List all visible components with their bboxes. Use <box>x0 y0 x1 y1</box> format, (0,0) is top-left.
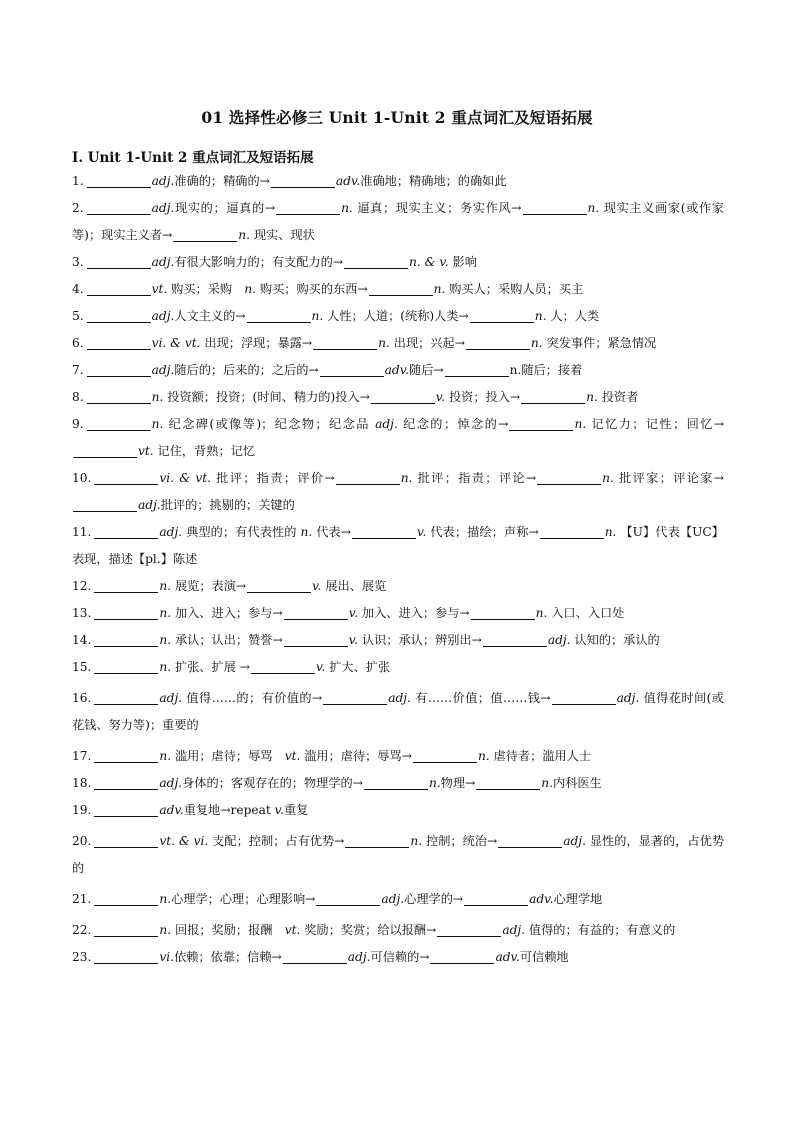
vocab-item <box>72 917 724 944</box>
answer-blank[interactable] <box>87 200 151 215</box>
answer-blank[interactable] <box>94 891 158 906</box>
part-of-speech: v. <box>417 525 427 539</box>
answer-blank[interactable] <box>284 605 348 620</box>
answer-blank[interactable] <box>476 775 540 790</box>
part-of-speech: n. <box>587 201 600 215</box>
definition-text: 有……价值；值……钱→ <box>410 691 551 705</box>
part-of-speech: adv. <box>159 803 184 817</box>
answer-blank[interactable] <box>364 775 428 790</box>
part-of-speech: adv. <box>495 950 520 964</box>
definition-text: 虐待者；滥用人士 <box>489 749 592 763</box>
answer-blank[interactable] <box>94 632 158 647</box>
definition-text: 随后→ <box>409 363 444 377</box>
definition-text: 现实的；逼真的→ <box>174 201 276 215</box>
part-of-speech: adv. <box>335 174 361 188</box>
part-of-speech: n. <box>151 417 164 431</box>
answer-blank[interactable] <box>498 833 562 848</box>
part-of-speech: adj. <box>502 923 526 937</box>
answer-blank[interactable] <box>537 470 601 485</box>
definition-text: 随后的；后来的；之后的→ <box>174 363 319 377</box>
answer-blank[interactable] <box>247 578 311 593</box>
vocab-item <box>72 330 724 357</box>
definition-text: 投资；投入→ <box>445 390 521 404</box>
part-of-speech: v. <box>312 579 322 593</box>
answer-blank[interactable] <box>271 173 335 188</box>
part-of-speech: n. <box>159 579 172 593</box>
vocab-item <box>72 249 724 276</box>
part-of-speech: n. <box>410 834 423 848</box>
vocab-item <box>72 384 724 411</box>
part-of-speech: adv. <box>384 363 410 377</box>
answer-blank[interactable] <box>87 416 151 431</box>
answer-blank[interactable] <box>94 748 158 763</box>
definition-text: 可信赖的→ <box>370 950 430 964</box>
answer-blank[interactable] <box>483 632 547 647</box>
definition-text: 值得花时间(或花钱、努力等)；重要的 <box>72 691 724 732</box>
part-of-speech: n. <box>428 776 441 790</box>
definition-text: 值得的；有益的；有意义的 <box>525 923 676 937</box>
definition-text: 现实、现状 <box>250 228 315 242</box>
definition-text: 扩大、扩张 <box>325 660 391 674</box>
item-number: 12. <box>72 579 92 593</box>
definition-text: 突发事件；紧急情况 <box>542 336 657 350</box>
answer-blank[interactable] <box>94 470 158 485</box>
definition-text: 有很大影响力的；有支配力的→ <box>174 255 344 269</box>
definition-text: 逼真；现实主义；务实作风→ <box>352 201 522 215</box>
definition-text: 值得……的；有价值的→ <box>182 691 323 705</box>
definition-text: 展出、展览 <box>321 579 387 593</box>
definition-text: 人；人类 <box>546 309 600 323</box>
item-number: 14. <box>72 633 92 647</box>
part-of-speech: adj. <box>151 309 175 323</box>
answer-blank[interactable] <box>283 949 347 964</box>
part-of-speech: v. <box>316 660 326 674</box>
definition-text: 回报；奖励；报酬 <box>171 923 285 937</box>
definition-text: 加入、进入；参与→ <box>171 606 283 620</box>
vocab-item <box>72 797 724 824</box>
definition-text: 批评家；评论家→ <box>613 471 724 485</box>
part-of-speech: adj. <box>151 255 175 269</box>
item-number: 9. <box>72 417 84 431</box>
answer-blank[interactable] <box>173 227 237 242</box>
answer-blank[interactable] <box>540 524 604 539</box>
answer-blank[interactable] <box>509 416 573 431</box>
definition-text: 承认；认出；赞誉→ <box>171 633 283 647</box>
answer-blank[interactable] <box>87 389 151 404</box>
definition-text: 批评的；挑剔的；关键的 <box>160 498 295 512</box>
answer-blank[interactable] <box>430 949 494 964</box>
definition-text: 入口、入口处 <box>547 606 625 620</box>
definition-text: 重复 <box>283 803 309 817</box>
definition-text: 投资额；投资；(时间、精力的)投入→ <box>163 390 370 404</box>
definition-text: 奖励；奖赏；给以报酬→ <box>300 923 437 937</box>
vocab-item <box>72 654 724 681</box>
answer-blank[interactable] <box>87 281 151 296</box>
definition-text: 出现；浮现；暴露→ <box>200 336 313 350</box>
part-of-speech: n. <box>159 892 172 906</box>
part-of-speech: vi. <box>159 950 175 964</box>
answer-blank[interactable] <box>523 200 587 215</box>
part-of-speech: vt. <box>284 749 301 763</box>
part-of-speech: n. <box>574 417 587 431</box>
part-of-speech: n. <box>159 633 172 647</box>
vocab-item <box>72 303 724 330</box>
item-number: 2. <box>72 201 84 215</box>
answer-blank[interactable] <box>94 578 158 593</box>
part-of-speech: n. <box>151 390 164 404</box>
part-of-speech: vt. & vi. <box>159 834 209 848</box>
vocab-item <box>72 828 724 882</box>
definition-text: 现实主义画家(或作家等)；现实主义者→ <box>72 201 724 242</box>
answer-blank[interactable] <box>471 605 535 620</box>
definition-text: 批评；指责；评论→ <box>412 471 537 485</box>
definition-text: 典型的；有代表性的 <box>182 525 301 539</box>
definition-text: 扩张、扩展 → <box>171 660 251 674</box>
item-number: 19. <box>72 803 92 817</box>
answer-blank[interactable] <box>94 775 158 790</box>
answer-blank[interactable] <box>345 833 409 848</box>
answer-blank[interactable] <box>466 335 530 350</box>
answer-blank[interactable] <box>94 659 158 674</box>
part-of-speech: vi. & vt. <box>151 336 201 350</box>
item-number: 18. <box>72 776 92 790</box>
definition-text: 心理学的→ <box>404 892 464 906</box>
definition-text: 购买人；采购人员；买主 <box>445 282 584 296</box>
answer-blank[interactable] <box>323 690 387 705</box>
item-number: 8. <box>72 390 84 404</box>
definition-text: 纪念的；悼念的→ <box>397 417 509 431</box>
item-number: 20. <box>72 834 92 848</box>
part-of-speech: n. <box>477 749 490 763</box>
part-of-speech: adj. <box>616 691 640 705</box>
part-of-speech: n. <box>433 282 446 296</box>
vocab-item <box>72 276 724 303</box>
answer-blank[interactable] <box>313 335 377 350</box>
part-of-speech: n. <box>311 309 324 323</box>
definition-text: 展览；表演→ <box>171 579 247 593</box>
vocab-item <box>72 357 724 384</box>
definition-text: 物理→ <box>440 776 476 790</box>
answer-blank[interactable] <box>413 748 477 763</box>
part-of-speech: v. <box>435 390 446 404</box>
item-number: 15. <box>72 660 92 674</box>
definition-text: 认知的；承认的 <box>570 633 660 647</box>
answer-blank[interactable] <box>464 891 528 906</box>
item-number: 5. <box>72 309 84 323</box>
answer-blank[interactable] <box>94 833 158 848</box>
definition-text: 加入、进入；参与→ <box>358 606 470 620</box>
definition-text: 投资者 <box>597 390 639 404</box>
part-of-speech: vt. <box>138 444 154 458</box>
part-of-speech: n. <box>586 390 598 404</box>
definition-text: 滥用；虐待；辱骂→ <box>300 749 412 763</box>
part-of-speech: n. <box>341 201 353 215</box>
item-number: 10. <box>72 471 92 485</box>
answer-blank[interactable] <box>470 308 534 323</box>
part-of-speech: adj. <box>547 633 571 647</box>
answer-blank[interactable] <box>316 891 380 906</box>
answer-blank[interactable] <box>94 802 158 817</box>
answer-blank[interactable] <box>284 632 348 647</box>
answer-blank[interactable] <box>94 922 158 937</box>
vocab-item <box>72 465 724 519</box>
vocab-item <box>72 600 724 627</box>
section-heading: I. Unit 1-Unit 2 重点词汇及短语拓展 <box>72 150 314 166</box>
definition-text: 准确的；精确的→ <box>174 174 270 188</box>
item-number: 23. <box>72 950 92 964</box>
answer-blank[interactable] <box>369 281 433 296</box>
answer-blank[interactable] <box>94 690 158 705</box>
definition-text: 代表；描绘；声称→ <box>426 525 539 539</box>
part-of-speech: n. & v. <box>409 255 449 269</box>
part-of-speech: n. <box>400 471 413 485</box>
item-number: 16. <box>72 691 92 705</box>
definition-text: 认识；承认；辨别出→ <box>358 633 482 647</box>
definition-text: 人文主义的→ <box>174 309 246 323</box>
answer-blank[interactable] <box>87 254 151 269</box>
part-of-speech: v. <box>348 606 359 620</box>
part-of-speech: n. <box>159 606 172 620</box>
item-number: 3. <box>72 255 84 269</box>
definition-text: 人性；人道；(统称)人类→ <box>323 309 469 323</box>
part-of-speech: v. <box>274 803 284 817</box>
definition-text: 支配；控制；占有优势→ <box>208 834 345 848</box>
part-of-speech: v. <box>348 633 359 647</box>
definition-text: 记住，背熟；记忆 <box>153 444 256 458</box>
part-of-speech: n. <box>541 776 554 790</box>
item-number: 11. <box>72 525 92 539</box>
part-of-speech: n. <box>534 309 547 323</box>
vocab-item <box>72 770 724 797</box>
definition-text: 出现；兴起→ <box>389 336 465 350</box>
answer-blank[interactable] <box>521 389 585 404</box>
item-number: 7. <box>72 363 84 377</box>
part-of-speech: adj. <box>375 417 398 431</box>
page-title: 01 选择性必修三 Unit 1-Unit 2 重点词汇及短语拓展 <box>201 108 593 127</box>
item-number: 6. <box>72 336 84 350</box>
item-number: 13. <box>72 606 92 620</box>
answer-blank[interactable] <box>320 362 384 377</box>
part-of-speech: n. <box>604 525 617 539</box>
definition-text: 可信赖地 <box>519 950 569 964</box>
part-of-speech: adj. <box>159 691 183 705</box>
part-of-speech: adj. <box>159 525 183 539</box>
answer-blank[interactable] <box>276 200 340 215</box>
item-number: 22. <box>72 923 92 937</box>
answer-blank[interactable] <box>87 362 151 377</box>
definition-text: 显性的，显著的，占优势的 <box>72 834 725 875</box>
part-of-speech: n. <box>159 660 172 674</box>
answer-blank[interactable] <box>251 659 315 674</box>
answer-blank[interactable] <box>73 497 137 512</box>
part-of-speech: vt. <box>284 923 301 937</box>
item-number: 17. <box>72 749 92 763</box>
vocab-item <box>72 886 724 913</box>
vocab-item <box>72 519 724 573</box>
item-number: 4. <box>72 282 84 296</box>
part-of-speech: n. <box>244 282 257 296</box>
definition-text: 重复地→repeat <box>183 803 275 817</box>
definition-text: 内科医生 <box>553 776 602 790</box>
definition-text: n.随后；接着 <box>509 363 583 377</box>
part-of-speech: adj. <box>388 691 411 705</box>
part-of-speech: adj. <box>563 834 586 848</box>
part-of-speech: n. <box>238 228 251 242</box>
definition-text: 【U】代表【UC】表现，描述【pl.】陈述 <box>72 525 724 566</box>
answer-blank[interactable] <box>445 362 509 377</box>
definition-text: 身体的；客观存在的；物理学的→ <box>182 776 363 790</box>
part-of-speech: adj. <box>381 892 405 906</box>
answer-blank[interactable] <box>94 605 158 620</box>
part-of-speech: adj. <box>138 498 161 512</box>
definition-text: 购买；采购 <box>167 282 245 296</box>
item-number: 21. <box>72 892 92 906</box>
answer-blank[interactable] <box>87 308 151 323</box>
definition-text: 代表→ <box>312 525 351 539</box>
definition-text: 心理学地 <box>553 892 603 906</box>
part-of-speech: n. <box>602 471 614 485</box>
definition-text: 影响 <box>448 255 477 269</box>
part-of-speech: adj. <box>347 950 371 964</box>
part-of-speech: n. <box>378 336 390 350</box>
answer-blank[interactable] <box>87 335 151 350</box>
answer-blank[interactable] <box>552 690 616 705</box>
definition-text: 批评；指责；评价→ <box>211 471 335 485</box>
answer-blank[interactable] <box>247 308 311 323</box>
vocab-list <box>72 168 724 971</box>
answer-blank[interactable] <box>336 470 400 485</box>
part-of-speech: n. <box>530 336 543 350</box>
item-number: 1. <box>72 174 84 188</box>
part-of-speech: adj. <box>151 174 175 188</box>
definition-text: 纪念碑(或像等)；纪念物；纪念品 <box>163 417 376 431</box>
answer-blank[interactable] <box>437 922 501 937</box>
vocab-item <box>72 195 724 249</box>
vocab-item <box>72 168 724 195</box>
answer-blank[interactable] <box>94 524 158 539</box>
vocab-item <box>72 743 724 770</box>
part-of-speech: adj. <box>151 201 175 215</box>
vocab-item <box>72 944 724 971</box>
definition-text: 滥用；虐待；辱骂 <box>171 749 285 763</box>
definition-text: 记忆力；记性；回忆→ <box>586 417 724 431</box>
answer-blank[interactable] <box>94 949 158 964</box>
part-of-speech: adv. <box>529 892 554 906</box>
definition-text: 控制；统治→ <box>422 834 498 848</box>
answer-blank[interactable] <box>344 254 408 269</box>
part-of-speech: n. <box>300 525 313 539</box>
definition-text: 购买；购买的东西→ <box>256 282 368 296</box>
answer-blank[interactable] <box>87 173 151 188</box>
vocab-item <box>72 685 724 739</box>
part-of-speech: n. <box>535 606 548 620</box>
answer-blank[interactable] <box>371 389 435 404</box>
part-of-speech: adj. <box>151 363 175 377</box>
definition-text: 准确地；精确地；的确如此 <box>360 174 507 188</box>
vocab-item <box>72 573 724 600</box>
part-of-speech: n. <box>159 923 172 937</box>
part-of-speech: adj. <box>159 776 183 790</box>
vocab-item <box>72 627 724 654</box>
part-of-speech: n. <box>159 749 172 763</box>
answer-blank[interactable] <box>352 524 416 539</box>
part-of-speech: vi. & vt. <box>159 471 211 485</box>
answer-blank[interactable] <box>73 443 137 458</box>
part-of-speech: vt. <box>151 282 168 296</box>
vocab-item <box>72 411 724 465</box>
definition-text: 依赖；依靠；信赖→ <box>174 950 282 964</box>
definition-text: 心理学；心理；心理影响→ <box>171 892 316 906</box>
